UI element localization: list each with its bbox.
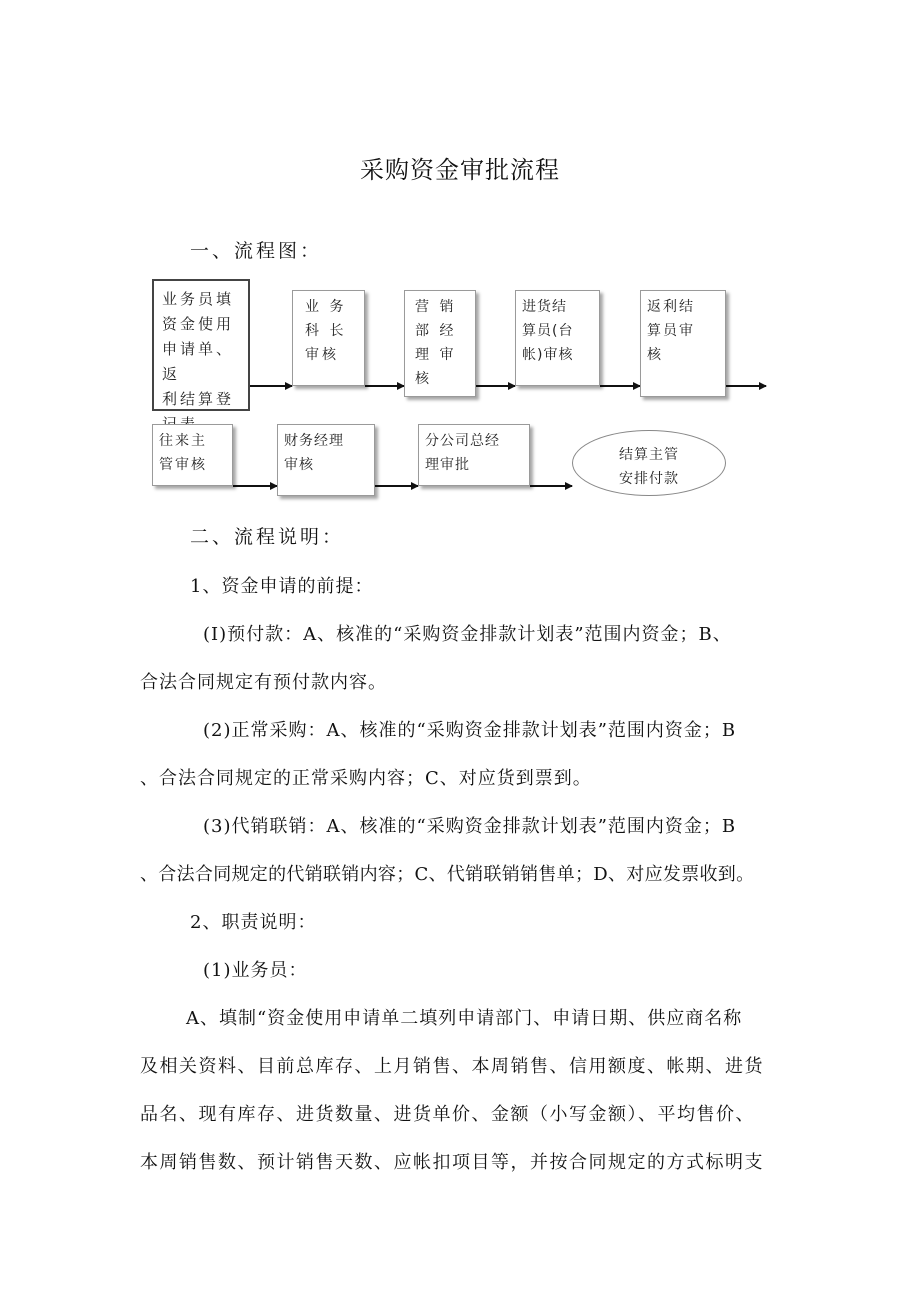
- section-heading-explanation: 二、流程说明：: [190, 526, 345, 548]
- paragraph-consignment-line2: 、合法合同规定的代销联销内容；C、代销联销销售单；D、对应发票收到。: [140, 864, 755, 885]
- flow-step-branch-gm-approval: [418, 424, 530, 486]
- flow-step-label: 业 务 科 长 审核: [305, 299, 347, 363]
- paragraph-duty-line3: 品名、现有库存、进货数量、进货单价、金额（小写金额）、平均售价、: [140, 1104, 755, 1125]
- paragraph-prepayment-line2: 合法合同规定有预付款内容。: [140, 672, 387, 693]
- flow-step-rebate-settlement-review: [640, 290, 726, 397]
- flow-end-payment-arrangement: [572, 430, 726, 496]
- paragraph-prepayment-line1: (I)预付款：A、核准的“采购资金排款计划表”范围内资金；B、: [203, 624, 732, 645]
- paragraph-heading-1: 1、资金申请的前提：: [190, 576, 374, 597]
- flow-step-label: 结算主管 安排付款: [619, 447, 679, 487]
- flow-step-label: 分公司总经 理审批: [425, 433, 500, 473]
- paragraph-consignment-line1: (3)代销联销：A、核准的“采购资金排款计划表”范围内资金；B: [203, 816, 737, 837]
- paragraph-normal-purchase-line2: 、合法合同规定的正常采购内容；C、对应货到票到。: [140, 768, 592, 789]
- section-heading-flowchart: 一、流程图：: [190, 240, 323, 262]
- paragraph-duty-line1: A、填制“资金使用申请单二填列申请部门、申请日期、供应商名称: [186, 1008, 743, 1029]
- paragraph-duty-line2: 及相关资料、目前总库存、上月销售、本周销售、信用额度、帐期、进货: [140, 1056, 764, 1077]
- page-title: 采购资金审批流程: [360, 156, 560, 184]
- flow-step-label: 业务员填 资金使用 申请单、返 利结算登: [162, 290, 235, 408]
- paragraph-salesperson-heading: (1)业务员：: [203, 960, 308, 981]
- flow-step-label: 返利结 算员审 核: [647, 299, 695, 363]
- flow-step-salesperson-application: [152, 279, 250, 411]
- paragraph-heading-2: 2、职责说明：: [190, 912, 317, 933]
- flow-step-purchase-settlement-review: [515, 290, 600, 386]
- flow-step-label: 进货结 算员(台 帐)审核: [522, 299, 574, 363]
- paragraph-normal-purchase-line1: (2)正常采购：A、核准的“采购资金排款计划表”范围内资金；B: [203, 720, 737, 741]
- flow-step-accounts-supervisor-review: [152, 424, 233, 486]
- flow-step-finance-manager-review: [277, 424, 375, 496]
- flow-step-marketing-manager-review: [404, 290, 476, 397]
- flow-step-label: 往来主 管审核: [159, 433, 207, 473]
- flow-step-label: 财务经理 审核: [284, 433, 344, 473]
- flow-step-label: 营 销 部 经 理 审 核: [415, 299, 457, 387]
- flow-step-section-chief-review: [292, 290, 365, 386]
- paragraph-duty-line4: 本周销售数、预计销售天数、应帐扣项目等，并按合同规定的方式标明支: [140, 1152, 764, 1173]
